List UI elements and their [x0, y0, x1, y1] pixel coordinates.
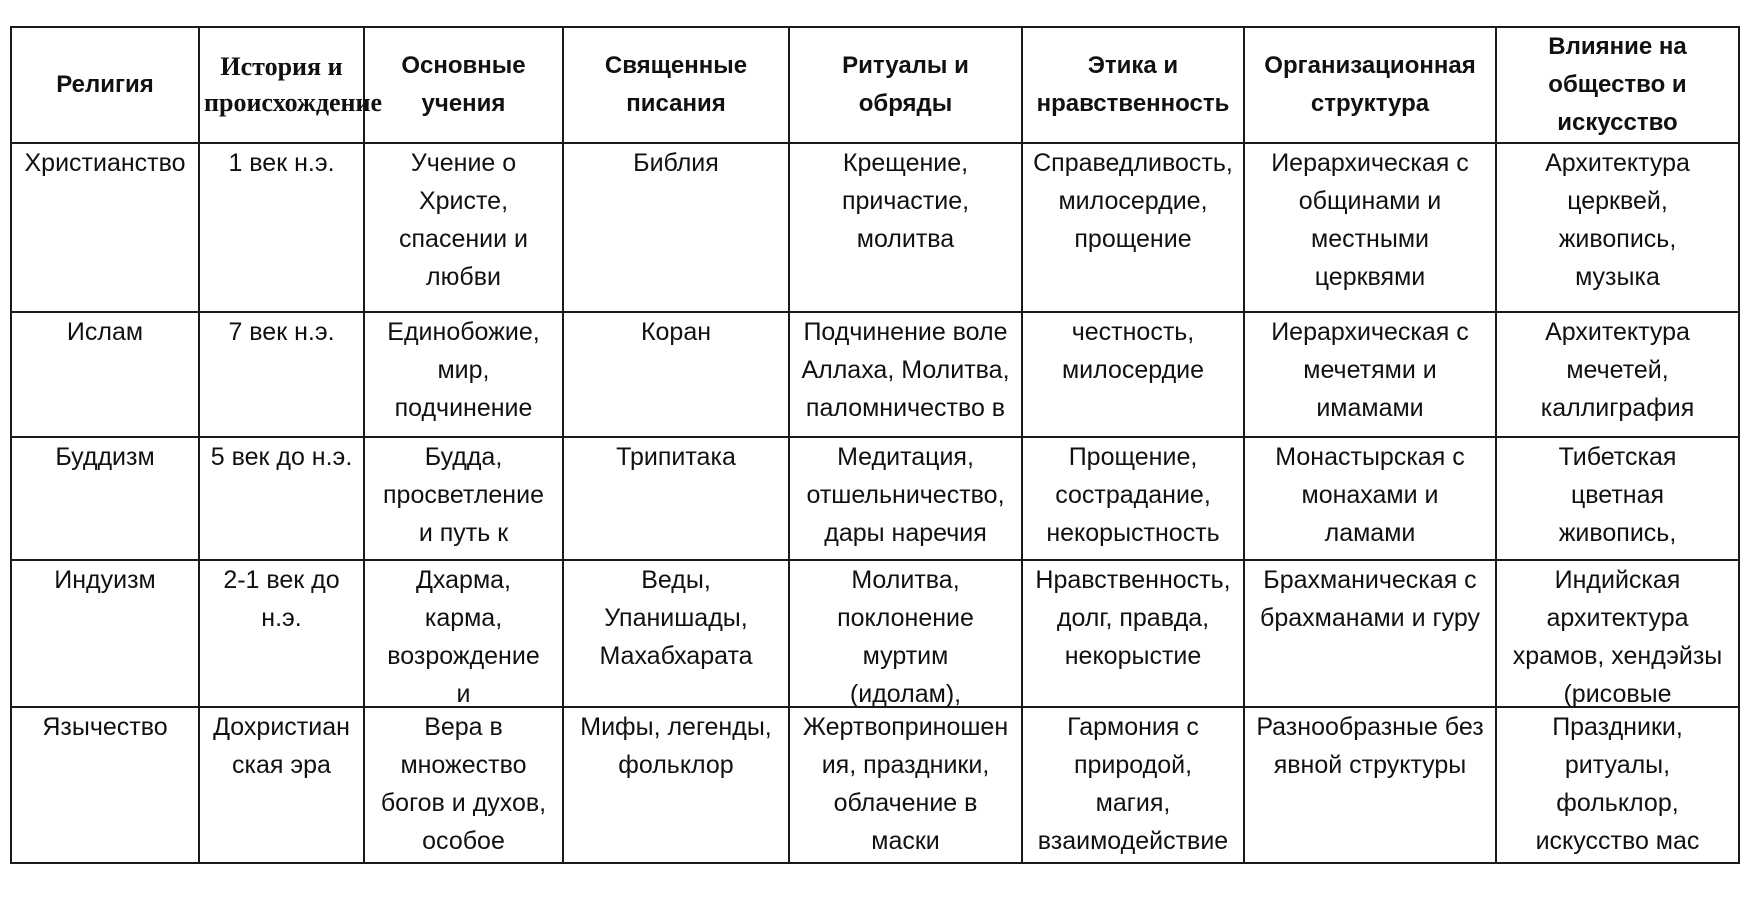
cell-text: Буддизм — [55, 443, 155, 472]
cell-text: Медитация, отшельничество, дары наречия — [806, 443, 1005, 548]
cell-text: Иерархическая с общинами и местными церквями — [1271, 149, 1469, 291]
cell-text: Тибетская цветная живопись, — [1558, 443, 1677, 548]
cell-text: Брахманическая с брахманами и гуру — [1260, 565, 1480, 632]
cell-rituals — [789, 707, 1022, 863]
cell-text: Библия — [633, 149, 719, 177]
cell-religion — [11, 143, 199, 312]
cell-text: Жертвоприношен ия, праздники, облачение в маски — [802, 713, 1009, 856]
cell-history — [199, 437, 364, 559]
cell-religion — [11, 437, 199, 559]
cell-teachings — [364, 312, 563, 437]
cell-text: 7 век н.э. — [228, 318, 335, 347]
cell-text: Прощение, сострадание, некорыстность — [1046, 443, 1220, 548]
cell-religion — [11, 707, 199, 863]
column-header-teachings: Основные учения — [364, 27, 563, 143]
cell-rituals — [789, 437, 1022, 559]
cell-text: Дохристиан ская эра — [213, 713, 350, 780]
table-row — [11, 560, 1739, 708]
cell-religion — [11, 312, 199, 437]
cell-scriptures — [563, 707, 789, 863]
cell-influence — [1496, 437, 1739, 559]
cell-history — [199, 312, 364, 437]
cell-text: Язычество — [42, 713, 168, 742]
cell-text: Разнообразные без явной структуры — [1256, 713, 1484, 780]
cell-influence — [1496, 707, 1739, 863]
column-header-religion: Религия — [11, 27, 199, 143]
cell-influence — [1496, 312, 1739, 437]
cell-history — [199, 707, 364, 863]
cell-text: Единобожие, мир, подчинение — [387, 318, 540, 423]
cell-text: Христианство — [24, 149, 186, 177]
cell-rituals — [789, 143, 1022, 312]
cell-text: Архитектура мечетей, каллиграфия — [1540, 318, 1695, 423]
cell-text: Иерархическая с мечетями и имамами — [1271, 318, 1469, 423]
cell-text: Монастырская с монахами и ламами — [1275, 443, 1465, 548]
cell-text: Вера в множество богов и духов, особое — [380, 713, 547, 856]
cell-teachings — [364, 707, 563, 863]
cell-text: Ислам — [66, 318, 144, 347]
column-header-ethics: Этика и нравственность — [1022, 27, 1244, 143]
table-row — [11, 312, 1739, 437]
cell-text: 1 век н.э. — [228, 149, 335, 177]
cell-ethics — [1022, 143, 1244, 312]
cell-text: Гармония с природой, магия, взаимодействие — [1037, 713, 1229, 856]
cell-ethics — [1022, 560, 1244, 708]
column-header-organization: Организационная структура — [1244, 27, 1496, 143]
cell-rituals — [789, 560, 1022, 708]
cell-ethics — [1022, 437, 1244, 559]
cell-influence — [1496, 143, 1739, 312]
cell-text: 2-1 век до н.э. — [223, 565, 340, 632]
header-row — [11, 27, 1739, 143]
cell-text: Веды, Упанишады, Махабхарата — [599, 565, 753, 670]
cell-organization — [1244, 312, 1496, 437]
column-header-history: История и происхождение — [199, 27, 364, 143]
cell-text: Подчинение воле Аллаха, Молитва, паломничество в — [801, 318, 1010, 423]
cell-text: Архитектура церквей, живопись, музыка — [1545, 149, 1690, 291]
cell-text: Будда, просветление и путь к — [383, 443, 544, 548]
cell-text: Праздники, ритуалы, фольклор, искусство мас — [1535, 713, 1700, 856]
cell-organization — [1244, 707, 1496, 863]
cell-text: Мифы, легенды, фольклор — [580, 713, 772, 780]
cell-text: честность, милосердие — [1061, 318, 1205, 385]
table-body — [11, 143, 1739, 863]
cell-text: Крещение, причастие, молитва — [841, 149, 970, 253]
column-header-influence: Влияние на общество и искусство — [1496, 27, 1739, 143]
cell-text: Трипитака — [616, 443, 736, 472]
cell-scriptures — [563, 560, 789, 708]
column-header-scriptures: Священные писания — [563, 27, 789, 143]
cell-text: Коран — [640, 318, 712, 347]
cell-teachings — [364, 143, 563, 312]
cell-teachings — [364, 437, 563, 559]
cell-text: Учение о Христе, спасении и любви — [399, 149, 528, 291]
cell-organization — [1244, 143, 1496, 312]
table-header — [11, 27, 1739, 143]
cell-influence — [1496, 560, 1739, 708]
cell-organization — [1244, 437, 1496, 559]
cell-ethics — [1022, 312, 1244, 437]
cell-text: 5 век до н.э. — [210, 443, 353, 472]
table-row — [11, 143, 1739, 312]
cell-teachings — [364, 560, 563, 708]
religion-comparison-sheet — [10, 26, 1738, 864]
cell-text: Индийская архитектура храмов, хендэйзы (рисовые — [1512, 565, 1723, 708]
cell-history — [199, 143, 364, 312]
cell-text: Дхарма, карма, возрождение и — [387, 565, 540, 708]
cell-scriptures — [563, 143, 789, 312]
cell-text: Справедливость, милосердие, прощение — [1033, 149, 1233, 253]
table-row — [11, 707, 1739, 863]
cell-text: Нравственность, долг, правда, некорыстие — [1035, 565, 1231, 670]
cell-religion — [11, 560, 199, 708]
cell-scriptures — [563, 312, 789, 437]
cell-scriptures — [563, 437, 789, 559]
cell-text: Индуизм — [54, 565, 156, 594]
table-row — [11, 437, 1739, 559]
cell-rituals — [789, 312, 1022, 437]
religion-comparison-table — [10, 26, 1740, 864]
cell-organization — [1244, 560, 1496, 708]
cell-ethics — [1022, 707, 1244, 863]
cell-history — [199, 560, 364, 708]
column-header-rituals: Ритуалы и обряды — [789, 27, 1022, 143]
cell-text: Молитва, поклонение муртим (идолам), — [837, 565, 974, 708]
